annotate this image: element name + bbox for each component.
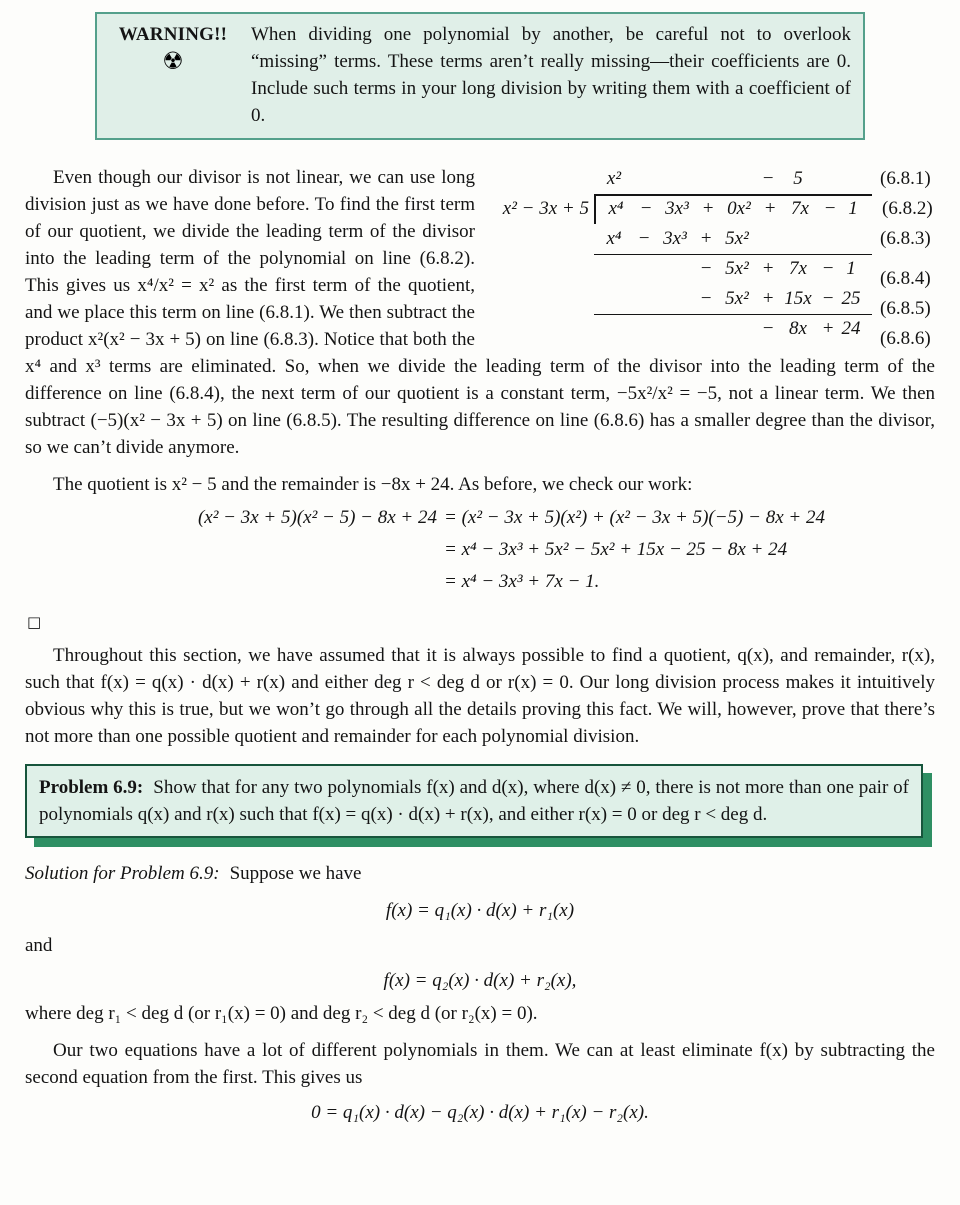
op: + (763, 198, 777, 219)
op: − (821, 288, 835, 309)
op (696, 314, 716, 344)
division-row-product1 (489, 224, 935, 254)
equation-rhs: = x⁴ − 3x³ + 5x² − 5x² + 15x − 25 − 8x + 24 (444, 539, 788, 560)
term: 0x² (727, 198, 751, 219)
op: − (639, 198, 653, 219)
term: 1 (846, 258, 856, 279)
op: − (699, 258, 713, 279)
term (838, 224, 864, 254)
op: − (823, 198, 837, 219)
division-terms (594, 254, 872, 284)
paragraph-uniqueness-intro: Throughout this section, we have assumed that it is always possible to find a quotient, q(x), and remainder, r(x), such that f(x) = q(x) · d(x) + r(x) and either deg r < deg d or r(x) = 0. Our long division process makes it intuitively obvious why this is true, but we won’t go through all the details proving this fact. We will, however, prove that there’s not more than one possible quotient and remainder for each polynomial division. (25, 645, 935, 747)
term (716, 314, 758, 344)
term (716, 164, 758, 194)
term: 1 (848, 198, 858, 219)
equation-rhs: = x⁴ − 3x³ + 7x − 1. (444, 571, 600, 592)
term: 7x (789, 258, 807, 279)
term: 7x (791, 198, 809, 219)
op: − (637, 228, 651, 249)
op: − (821, 258, 835, 279)
term (654, 254, 696, 284)
op: + (761, 258, 775, 279)
check-work-block (145, 502, 935, 598)
equation-row (145, 502, 935, 534)
op (634, 284, 654, 314)
warning-text: When dividing one polynomial by another, be careful not to overlook “missing” terms. These terms aren’t really missing—their coefficients are 0. Include such terms in your long division by writing them with a coefficient of 0. (251, 24, 851, 126)
term (838, 164, 864, 194)
term: x² (606, 168, 622, 189)
connector-and: and (25, 935, 53, 956)
division-section (25, 164, 935, 461)
radiation-icon: ☢ (162, 47, 184, 75)
op (634, 254, 654, 284)
equation-row (145, 534, 935, 566)
divisor: x² − 3x + 5 (502, 198, 589, 219)
division-row-difference1 (489, 254, 935, 289)
division-row-quotient (489, 164, 935, 194)
term (594, 254, 634, 284)
warning-side (109, 21, 237, 129)
division-row-remainder (489, 314, 935, 349)
op: + (761, 288, 775, 309)
paragraph-eliminate: Our two equations have a lot of different polynomials in them. We can at least eliminate f(x) by subtracting the second equation from the first. This gives us (25, 1040, 935, 1088)
division-terms (594, 164, 872, 196)
term: 5x² (725, 258, 749, 279)
term: 3x³ (665, 198, 689, 219)
problem-label: Problem 6.9: (39, 777, 144, 798)
term (654, 164, 696, 194)
equation-label: (6.8.2) (882, 198, 933, 219)
term: 25 (841, 288, 861, 309)
division-terms (594, 314, 872, 344)
op: + (701, 198, 715, 219)
solution-intro-text: Suppose we have (229, 863, 362, 884)
op (696, 164, 716, 194)
paragraph-division-intro: Even though our divisor is not linear, we can use long division just as we have done before. To find the first term of our quotient, we divide the leading term of the divisor into the leading term of the polynomial on line (6.8.2). This gives us x⁴/x² = x² as the first term of the quotient, and we place this term on line (6.8.1). We then subtract the product x²(x² − 3x + 5) on line (6.8.3). Notice that both the x⁴ and x³ terms are eliminated. So, when we divide the leading term of the divisor into the leading term of the difference on line (6.8.4), the next term of our quotient is a constant term, −5x²/x² = −5, not a linear term. We then subtract (−5)(x² − 3x + 5) on line (6.8.5). The resulting difference on line (6.8.6) has a smaller degree than the divisor, so we can’t divide anymore. (25, 167, 935, 458)
term (654, 314, 696, 344)
long-division-block (489, 164, 935, 349)
solution-intro (25, 860, 935, 887)
equation-f-q1: f(x) = q₁(x) · d(x) + r₁(x) (385, 900, 575, 921)
op (818, 224, 838, 254)
qed-square: □ (27, 613, 42, 631)
where-degree-conditions: where deg r₁ < deg d (or r₁(x) = 0) and deg r₂ < deg d (or r₂(x) = 0). (25, 1003, 538, 1024)
warning-box (95, 12, 865, 140)
equation-rhs: = (x² − 3x + 5)(x²) + (x² − 3x + 5)(−5) − 8x + 24 (444, 507, 825, 528)
equation-label: (6.8.4) (880, 268, 931, 289)
division-terms (594, 284, 872, 315)
op (818, 164, 838, 194)
equation-row (145, 566, 935, 598)
op: + (699, 228, 713, 249)
equation-subtracted: 0 = q₁(x) · d(x) − q₂(x) · d(x) + r₁(x) − r₂(x). (311, 1102, 649, 1123)
term: 15x (784, 288, 812, 309)
solution-intro-label: Solution for Problem 6.9: (25, 863, 220, 884)
term (594, 314, 634, 344)
op (758, 224, 778, 254)
equation-lhs: (x² − 3x + 5)(x² − 5) − 8x + 24 (197, 507, 437, 528)
equation-label: (6.8.6) (880, 328, 931, 349)
op: − (761, 318, 775, 339)
term: 5x² (725, 288, 749, 309)
equation-label: (6.8.5) (880, 298, 931, 319)
term: 8x (789, 318, 807, 339)
op (634, 164, 654, 194)
division-terms (594, 224, 872, 255)
division-row-product2 (489, 284, 935, 319)
op: − (761, 168, 775, 189)
term: 3x³ (663, 228, 687, 249)
term: 5x² (725, 228, 749, 249)
op: + (821, 318, 835, 339)
term: x⁴ (606, 228, 622, 249)
op: − (699, 288, 713, 309)
equation-label: (6.8.1) (880, 168, 931, 189)
equation-f-q2: f(x) = q₂(x) · d(x) + r₂(x), (383, 970, 577, 991)
paragraph-quotient-summary: The quotient is x² − 5 and the remainder is −8x + 24. As before, we check our work: (53, 474, 693, 495)
term: 5 (793, 168, 803, 189)
equation-label: (6.8.3) (880, 228, 931, 249)
term (654, 284, 696, 314)
term (778, 224, 818, 254)
term (594, 284, 634, 314)
division-row-dividend (489, 194, 935, 224)
division-terms (594, 194, 874, 224)
term: x⁴ (608, 198, 624, 219)
problem-text: Show that for any two polynomials f(x) and d(x), where d(x) ≠ 0, there is not more than one pair of polynomials q(x) and r(x) such that f(x) = q(x) · d(x) + r(x), and either r(x) = 0 or deg r < deg d. (39, 777, 909, 825)
problem-box (25, 764, 923, 838)
warning-title: WARNING!! (118, 24, 228, 45)
op (634, 314, 654, 344)
term: 24 (841, 318, 861, 339)
